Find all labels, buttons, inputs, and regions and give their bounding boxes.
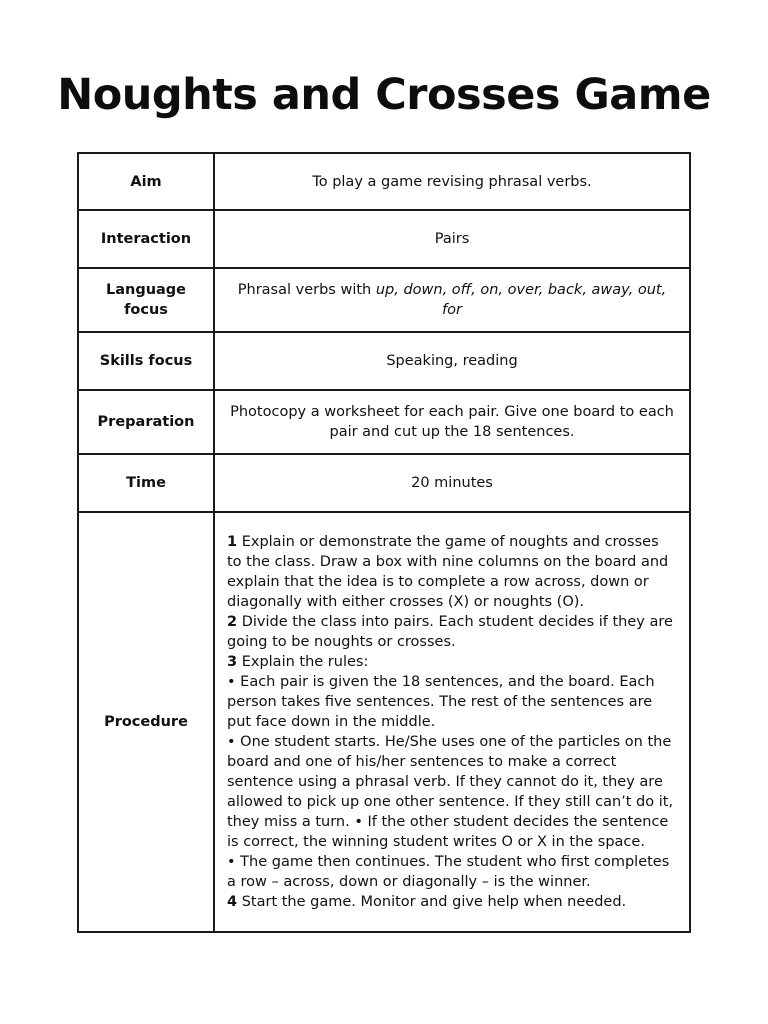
language-focus-prefix: Phrasal verbs with [237, 282, 376, 298]
skills-focus-label: Skills focus [78, 332, 214, 390]
procedure-value [214, 512, 690, 932]
language-focus-particles: up, down, off, on, over, back, away, out, for [375, 282, 667, 318]
procedure-step-3 [227, 652, 677, 672]
procedure-bullet-1: • Each pair is given the 18 sentences, and the board. Each person takes five sentences. The rest of the sentences are put face down in the middle. [227, 674, 655, 730]
table-row-procedure [78, 512, 690, 932]
step-number: 4 [227, 894, 238, 910]
preparation-label: Preparation [78, 390, 214, 454]
step-number: 3 [227, 654, 238, 670]
procedure-step-1 [227, 532, 677, 612]
interaction-value: Pairs [214, 210, 690, 268]
step-text: Divide the class into pairs. Each student decides if they are going to be noughts or crosses. [227, 614, 673, 650]
time-label: Time [78, 454, 214, 512]
procedure-bullet-3: • The game then continues. The student who first completes a row – across, down or diagonally – is the winner. [227, 854, 670, 890]
preparation-value: Photocopy a worksheet for each pair. Give one board to each pair and cut up the 18 sentences. [214, 390, 690, 454]
table-row-language-focus [78, 268, 690, 332]
step-text: Explain or demonstrate the game of noughts and crosses to the class. Draw a box with nine columns on the board and explain that the idea is to complete a row across, down or diagonally with either crosses (X) or noughts (O). [227, 534, 669, 610]
aim-value: To play a game revising phrasal verbs. [214, 153, 690, 210]
step-text: Explain the rules: [237, 654, 369, 670]
skills-focus-value: Speaking, reading [214, 332, 690, 390]
table-row-skills-focus [78, 332, 690, 390]
procedure-step-4 [227, 892, 677, 912]
aim-label: Aim [78, 153, 214, 210]
step-number: 1 [227, 534, 238, 550]
table-row-preparation [78, 390, 690, 454]
lesson-info-table [77, 152, 691, 933]
step-number: 2 [227, 614, 238, 630]
procedure-label: Procedure [78, 512, 214, 932]
language-focus-value [214, 268, 690, 332]
time-value: 20 minutes [214, 454, 690, 512]
language-focus-label: Language focus [78, 268, 214, 332]
table-row-interaction [78, 210, 690, 268]
interaction-label: Interaction [78, 210, 214, 268]
table-row-aim [78, 153, 690, 210]
page-title: Noughts and Crosses Game [57, 70, 711, 120]
table-row-time [78, 454, 690, 512]
procedure-step-2 [227, 612, 677, 652]
procedure-bullet-2: • One student starts. He/She uses one of the particles on the board and one of his/her sentences to make a correct sentence using a phrasal verb. If they cannot do it, they are allowed to pick up one other sentence. If they still can’t do it, they miss a turn. • If the other student decides the sentence is correct, the winning student writes O or X in the space. [227, 734, 674, 850]
step-text: Start the game. Monitor and give help when needed. [237, 894, 627, 910]
